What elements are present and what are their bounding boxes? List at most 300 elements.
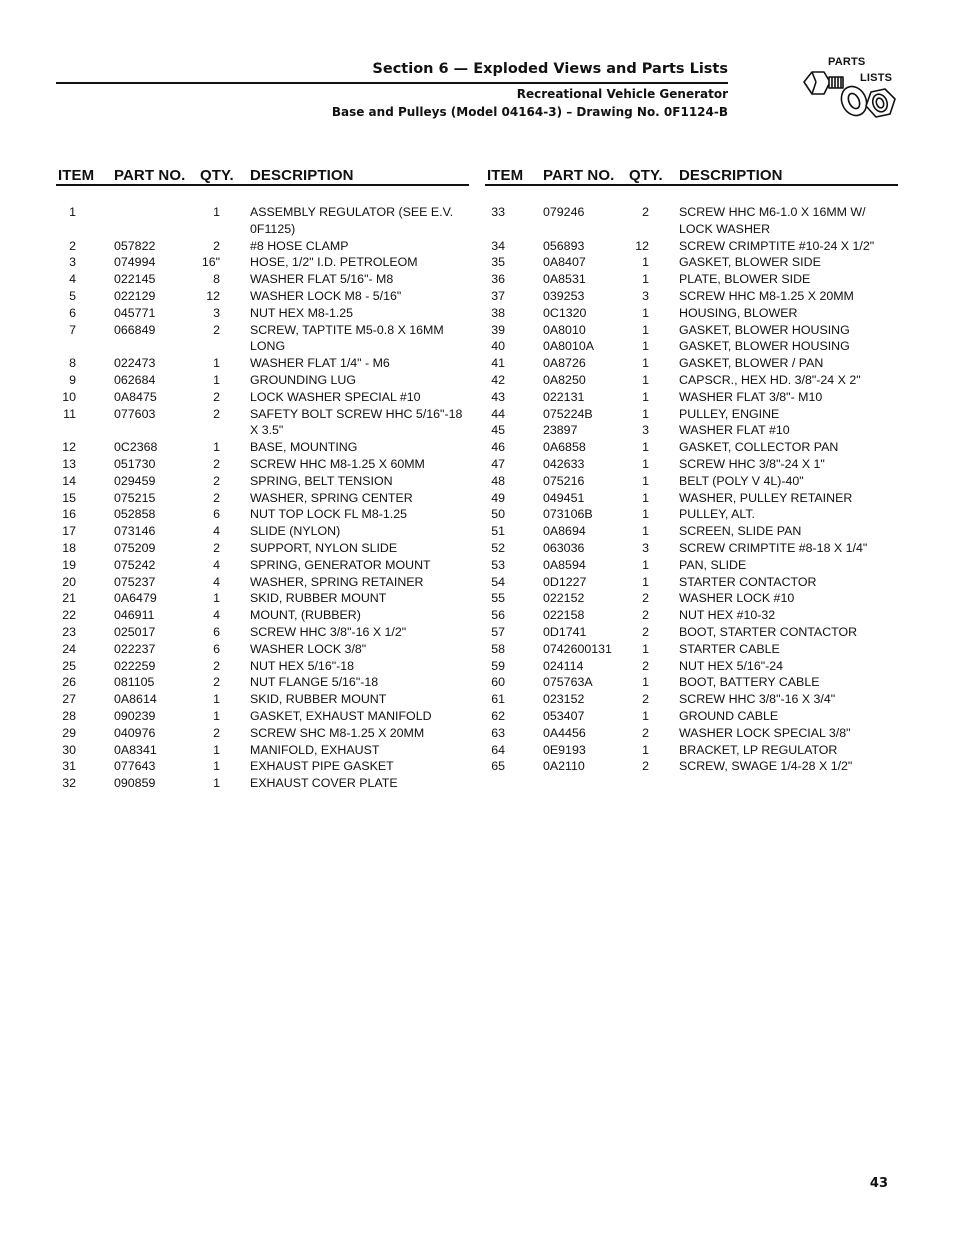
part-number: 073146 [114, 524, 156, 539]
table-row [485, 238, 898, 255]
table-row [485, 254, 898, 271]
table-row [56, 389, 469, 406]
table-row [485, 473, 898, 490]
item-number: 28 [62, 708, 76, 723]
part-number: 0D1741 [543, 624, 587, 639]
part-number: 0A2110 [543, 759, 585, 774]
part-number: 074994 [114, 255, 156, 270]
part-number: 0D1227 [543, 574, 587, 589]
quantity: 12 [206, 288, 220, 303]
part-number: 022131 [543, 389, 585, 404]
table-row [56, 574, 469, 591]
table-row [56, 590, 469, 607]
table-row [56, 691, 469, 708]
quantity: 2 [213, 473, 220, 488]
description: BOOT, STARTER CONTACTOR [679, 624, 858, 639]
quantity: 1 [213, 708, 220, 723]
part-number: 075215 [114, 490, 156, 505]
quantity: 6 [213, 507, 220, 522]
part-number: 057822 [114, 238, 156, 253]
quantity: 1 [642, 641, 649, 656]
header-rule [56, 82, 728, 84]
quantity: 2 [213, 658, 220, 673]
item-number: 29 [62, 725, 76, 740]
quantity: 2 [642, 205, 649, 219]
table-row [56, 523, 469, 540]
part-number: 0A8694 [543, 524, 586, 539]
description: GASKET, BLOWER HOUSING [679, 322, 850, 337]
part-number: 077603 [114, 406, 156, 421]
table-row [56, 557, 469, 574]
item-number: 47 [491, 456, 505, 471]
table-row [56, 372, 469, 389]
table-row [485, 742, 898, 759]
quantity: 2 [642, 725, 649, 740]
table-row [485, 490, 898, 507]
parts-table-left [56, 167, 469, 792]
parts-table-right [485, 167, 898, 775]
item-number: 16 [62, 507, 76, 522]
item-number: 50 [491, 507, 505, 522]
description: PULLEY, ALT. [679, 507, 755, 522]
description: HOUSING, BLOWER [679, 305, 798, 320]
description: SPRING, BELT TENSION [250, 473, 393, 488]
description: PULLEY, ENGINE [679, 406, 780, 421]
part-number: 022129 [114, 288, 156, 303]
page-header [0, 0, 954, 130]
item-number: 33 [491, 205, 505, 219]
table-row [485, 725, 898, 742]
quantity: 1 [642, 440, 649, 455]
table-row [485, 422, 898, 439]
item-number: 55 [491, 591, 505, 606]
item-number: 61 [491, 692, 505, 707]
description: MOUNT, (RUBBER) [250, 608, 361, 623]
quantity: 4 [213, 608, 220, 623]
table-row [485, 641, 898, 658]
item-number: 49 [491, 490, 505, 505]
description: SKID, RUBBER MOUNT [250, 591, 387, 606]
table-row [56, 674, 469, 691]
table-row [56, 607, 469, 624]
part-number: 075216 [543, 473, 585, 488]
table-row [485, 389, 898, 406]
part-number: 0A8010A [543, 339, 594, 354]
quantity: 1 [642, 305, 649, 320]
description: GASKET, BLOWER SIDE [679, 255, 821, 270]
parts-lists-badge [800, 54, 900, 126]
description: SUPPORT, NYLON SLIDE [250, 540, 398, 555]
quantity: 1 [642, 524, 649, 539]
description: WASHER FLAT 3/8"- M10 [679, 389, 823, 404]
part-number: 063036 [543, 540, 585, 555]
quantity: 1 [213, 742, 220, 757]
table-row [485, 557, 898, 574]
quantity: 2 [213, 725, 220, 740]
item-number: 32 [62, 776, 76, 791]
part-number: 075224B [543, 406, 593, 421]
quantity: 2 [213, 675, 220, 690]
quantity: 1 [642, 406, 649, 421]
description: WASHER FLAT 5/16"- M8 [250, 272, 394, 287]
item-number: 8 [69, 356, 76, 371]
table-row [485, 322, 898, 339]
description: GROUNDING LUG [250, 372, 357, 387]
table-row [56, 506, 469, 523]
quantity: 1 [213, 205, 220, 219]
item-number: 60 [491, 675, 505, 690]
item-number: 45 [491, 423, 505, 438]
quantity: 2 [642, 608, 649, 623]
description: SLIDE (NYLON) [250, 524, 341, 539]
description: SCREW, SWAGE 1/4-28 X 1/2" [679, 759, 853, 774]
quantity: 6 [213, 641, 220, 656]
item-number: 37 [491, 288, 505, 303]
description: BASE, MOUNTING [250, 440, 358, 455]
quantity: 1 [642, 708, 649, 723]
table-row [56, 758, 469, 775]
part-number: 042633 [543, 456, 585, 471]
table-row [56, 624, 469, 641]
table-row [56, 742, 469, 759]
item-number: 42 [491, 372, 505, 387]
quantity: 4 [213, 574, 220, 589]
quantity: 2 [213, 322, 220, 337]
item-number: 57 [491, 624, 505, 639]
table-row [56, 725, 469, 742]
item-number: 4 [69, 272, 76, 287]
description: WASHER LOCK SPECIAL 3/8" [679, 725, 851, 740]
part-number: 081105 [114, 675, 155, 690]
quantity: 3 [642, 423, 649, 438]
part-number: 053407 [543, 708, 585, 723]
part-number: 075242 [114, 557, 156, 572]
table-row [485, 658, 898, 675]
part-number: 022152 [543, 591, 585, 606]
description: WASHER FLAT 1/4" - M6 [250, 356, 390, 371]
table-row [485, 506, 898, 523]
table-row [485, 355, 898, 372]
table-row [485, 372, 898, 389]
description: SCREW HHC 3/8"-16 X 1/2" [250, 624, 407, 639]
quantity: 1 [642, 255, 649, 270]
description: GASKET, EXHAUST MANIFOLD [250, 708, 432, 723]
quantity: 2 [642, 591, 649, 606]
description: SCREW CRIMPTITE #8-18 X 1/4" [679, 540, 868, 555]
item-number: 14 [62, 473, 76, 488]
item-number: 23 [62, 624, 76, 639]
part-number: 0A8250 [543, 372, 586, 387]
description: #8 HOSE CLAMP [250, 238, 349, 253]
description: GASKET, BLOWER / PAN [679, 356, 824, 371]
item-number: 39 [491, 322, 505, 337]
description: WASHER, SPRING CENTER [250, 490, 413, 505]
quantity: 3 [642, 288, 649, 303]
column-header-item: ITEM [58, 167, 95, 184]
item-number: 13 [62, 456, 76, 471]
table-row [56, 288, 469, 305]
column-header-part-no: PART NO. [543, 167, 615, 184]
document-subtitle: Recreational Vehicle Generator [516, 87, 728, 101]
part-number: 024114 [543, 658, 584, 673]
part-number: 029459 [114, 473, 156, 488]
item-number: 54 [491, 574, 505, 589]
description: BRACKET, LP REGULATOR [679, 742, 838, 757]
item-number: 53 [491, 557, 505, 572]
quantity: 1 [213, 372, 220, 387]
item-number: 51 [491, 524, 505, 539]
table-row [56, 540, 469, 557]
table-row [56, 456, 469, 473]
table-row [485, 574, 898, 591]
part-number: 079246 [543, 205, 585, 219]
description: SCREW HHC M6-1.0 X 16MM W/ LOCK WASHER [679, 205, 866, 236]
table-row [485, 271, 898, 288]
description: SCREW HHC 3/8"-24 X 1" [679, 456, 825, 471]
description: NUT FLANGE 5/16"-18 [250, 675, 379, 690]
table-body [485, 204, 898, 775]
item-number: 24 [62, 641, 76, 656]
description: NUT HEX 5/16"-18 [250, 658, 355, 673]
quantity: 3 [213, 305, 220, 320]
quantity: 1 [642, 675, 649, 690]
table-header [56, 167, 469, 186]
item-number: 6 [69, 305, 76, 320]
quantity: 12 [635, 238, 649, 253]
description: GASKET, COLLECTOR PAN [679, 440, 839, 455]
table-row [56, 406, 469, 440]
description: BELT (POLY V 4L)-40" [679, 473, 804, 488]
quantity: 4 [213, 557, 220, 572]
section-title: Section 6 — Exploded Views and Parts Lists [372, 61, 728, 77]
part-number: 039253 [543, 288, 585, 303]
part-number: 045771 [114, 305, 156, 320]
quantity: 1 [642, 490, 649, 505]
part-number: 022259 [114, 658, 156, 673]
part-number: 066849 [114, 322, 156, 337]
description: BOOT, BATTERY CABLE [679, 675, 820, 690]
description: SCREW SHC M8-1.25 X 20MM [250, 725, 425, 740]
item-number: 58 [491, 641, 505, 656]
quantity: 1 [642, 456, 649, 471]
quantity: 1 [642, 389, 649, 404]
part-number: 0A8726 [543, 356, 586, 371]
item-number: 15 [62, 490, 76, 505]
table-header [485, 167, 898, 186]
part-number: 0A6479 [114, 591, 157, 606]
quantity: 2 [642, 692, 649, 707]
badge-label-lists: LISTS [860, 72, 893, 84]
part-number: 049451 [543, 490, 585, 505]
table-row [56, 204, 469, 238]
table-row [485, 624, 898, 641]
part-number: 077643 [114, 759, 156, 774]
item-number: 30 [62, 742, 76, 757]
quantity: 2 [642, 759, 649, 774]
description: NUT HEX M8-1.25 [250, 305, 354, 320]
quantity: 1 [213, 692, 220, 707]
part-number: 0A8594 [543, 557, 586, 572]
item-number: 52 [491, 540, 505, 555]
quantity: 1 [642, 574, 649, 589]
part-number: 075209 [114, 540, 156, 555]
table-row [485, 674, 898, 691]
description: LOCK WASHER SPECIAL #10 [250, 389, 421, 404]
column-header-item: ITEM [487, 167, 524, 184]
item-number: 38 [491, 305, 505, 320]
item-number: 63 [491, 725, 505, 740]
description: EXHAUST PIPE GASKET [250, 759, 394, 774]
description: MANIFOLD, EXHAUST [250, 742, 380, 757]
quantity: 1 [213, 776, 220, 791]
description: SAFETY BOLT SCREW HHC 5/16"-18 X 3.5" [250, 406, 463, 438]
description: NUT TOP LOCK FL M8-1.25 [250, 507, 408, 522]
column-header-description: DESCRIPTION [250, 167, 354, 184]
part-number: 022237 [114, 641, 156, 656]
table-row [485, 439, 898, 456]
quantity: 1 [213, 440, 220, 455]
table-row [485, 406, 898, 423]
quantity: 2 [642, 658, 649, 673]
table-row [56, 775, 469, 792]
part-number: 0A8407 [543, 255, 586, 270]
description: PLATE, BLOWER SIDE [679, 272, 811, 287]
item-number: 56 [491, 608, 505, 623]
table-row [56, 355, 469, 372]
description: GASKET, BLOWER HOUSING [679, 339, 850, 354]
description: STARTER CONTACTOR [679, 574, 817, 589]
description: WASHER LOCK M8 - 5/16" [250, 288, 402, 303]
item-number: 26 [62, 675, 76, 690]
part-number: 040976 [114, 725, 156, 740]
description: SCREW HHC 3/8"-16 X 3/4" [679, 692, 836, 707]
item-number: 62 [491, 708, 505, 723]
table-row [485, 523, 898, 540]
item-number: 64 [491, 742, 505, 757]
part-number: 025017 [114, 624, 156, 639]
quantity: 1 [642, 473, 649, 488]
part-number: 0A8475 [114, 389, 157, 404]
part-number: 075763A [543, 675, 593, 690]
quantity: 1 [642, 372, 649, 387]
item-number: 40 [491, 339, 505, 354]
description: HOSE, 1/2" I.D. PETROLEOM [250, 255, 418, 270]
quantity: 16" [201, 255, 220, 270]
part-number: 022145 [114, 272, 156, 287]
item-number: 11 [63, 406, 76, 421]
column-header-qty: QTY. [629, 167, 663, 184]
item-number: 17 [62, 524, 76, 539]
quantity: 1 [213, 356, 220, 371]
part-number: 23897 [543, 423, 578, 438]
part-number: 046911 [114, 608, 155, 623]
quantity: 2 [213, 406, 220, 421]
item-number: 31 [62, 759, 76, 774]
description: SPRING, GENERATOR MOUNT [250, 557, 431, 572]
description: NUT HEX 5/16"-24 [679, 658, 784, 673]
item-number: 34 [491, 238, 505, 253]
item-number: 7 [69, 322, 76, 337]
table-row [56, 490, 469, 507]
column-header-description: DESCRIPTION [679, 167, 783, 184]
item-number: 22 [62, 608, 76, 623]
description: SCREW HHC M8-1.25 X 20MM [679, 288, 854, 303]
quantity: 1 [642, 557, 649, 572]
quantity: 2 [213, 490, 220, 505]
quantity: 1 [642, 272, 649, 287]
table-row [56, 322, 469, 356]
item-number: 20 [62, 574, 76, 589]
quantity: 2 [213, 389, 220, 404]
table-row [485, 590, 898, 607]
description: SCREW HHC M8-1.25 X 60MM [250, 456, 425, 471]
description: WASHER LOCK #10 [679, 591, 795, 606]
quantity: 1 [642, 507, 649, 522]
part-number: 051730 [114, 456, 156, 471]
item-number: 9 [69, 372, 76, 387]
quantity: 1 [213, 591, 220, 606]
table-row [485, 758, 898, 775]
item-number: 46 [491, 440, 505, 455]
item-number: 48 [491, 473, 505, 488]
item-number: 43 [491, 389, 505, 404]
item-number: 3 [69, 255, 76, 270]
item-number: 44 [491, 406, 505, 421]
quantity: 4 [213, 524, 220, 539]
table-row [56, 708, 469, 725]
part-number: 0A8341 [114, 742, 157, 757]
table-body [56, 204, 469, 792]
part-number: 0C2368 [114, 440, 158, 455]
description: WASHER, PULLEY RETAINER [679, 490, 853, 505]
quantity: 3 [642, 540, 649, 555]
description: NUT HEX #10-32 [679, 608, 776, 623]
drawing-title: Base and Pulleys (Model 04164-3) – Drawing No. 0F1124-B [331, 105, 728, 119]
part-number: 090859 [114, 776, 156, 791]
part-number: 023152 [543, 692, 585, 707]
quantity: 1 [642, 322, 649, 337]
part-number: 075237 [114, 574, 156, 589]
table-row [56, 271, 469, 288]
table-row [56, 641, 469, 658]
quantity: 1 [642, 742, 649, 757]
item-number: 41 [491, 356, 505, 371]
quantity: 8 [213, 272, 220, 287]
page-number: 43 [869, 1176, 888, 1191]
description: CAPSCR., HEX HD. 3/8"-24 X 2" [679, 372, 861, 387]
table-row [56, 238, 469, 255]
description: SKID, RUBBER MOUNT [250, 692, 387, 707]
quantity: 1 [213, 759, 220, 774]
part-number: 0A8010 [543, 322, 586, 337]
item-number: 2 [69, 238, 76, 253]
table-row [485, 691, 898, 708]
item-number: 35 [491, 255, 505, 270]
item-number: 5 [69, 288, 76, 303]
item-number: 59 [491, 658, 505, 673]
part-number: 0A8531 [543, 272, 586, 287]
part-number: 052858 [114, 507, 156, 522]
table-row [485, 204, 898, 238]
table-row [485, 456, 898, 473]
table-row [56, 439, 469, 456]
item-number: 25 [62, 658, 76, 673]
table-row [56, 305, 469, 322]
description: WASHER, SPRING RETAINER [250, 574, 424, 589]
description: SCREW, TAPTITE M5-0.8 X 16MM LONG [250, 322, 444, 354]
item-number: 65 [491, 759, 505, 774]
quantity: 6 [213, 624, 220, 639]
